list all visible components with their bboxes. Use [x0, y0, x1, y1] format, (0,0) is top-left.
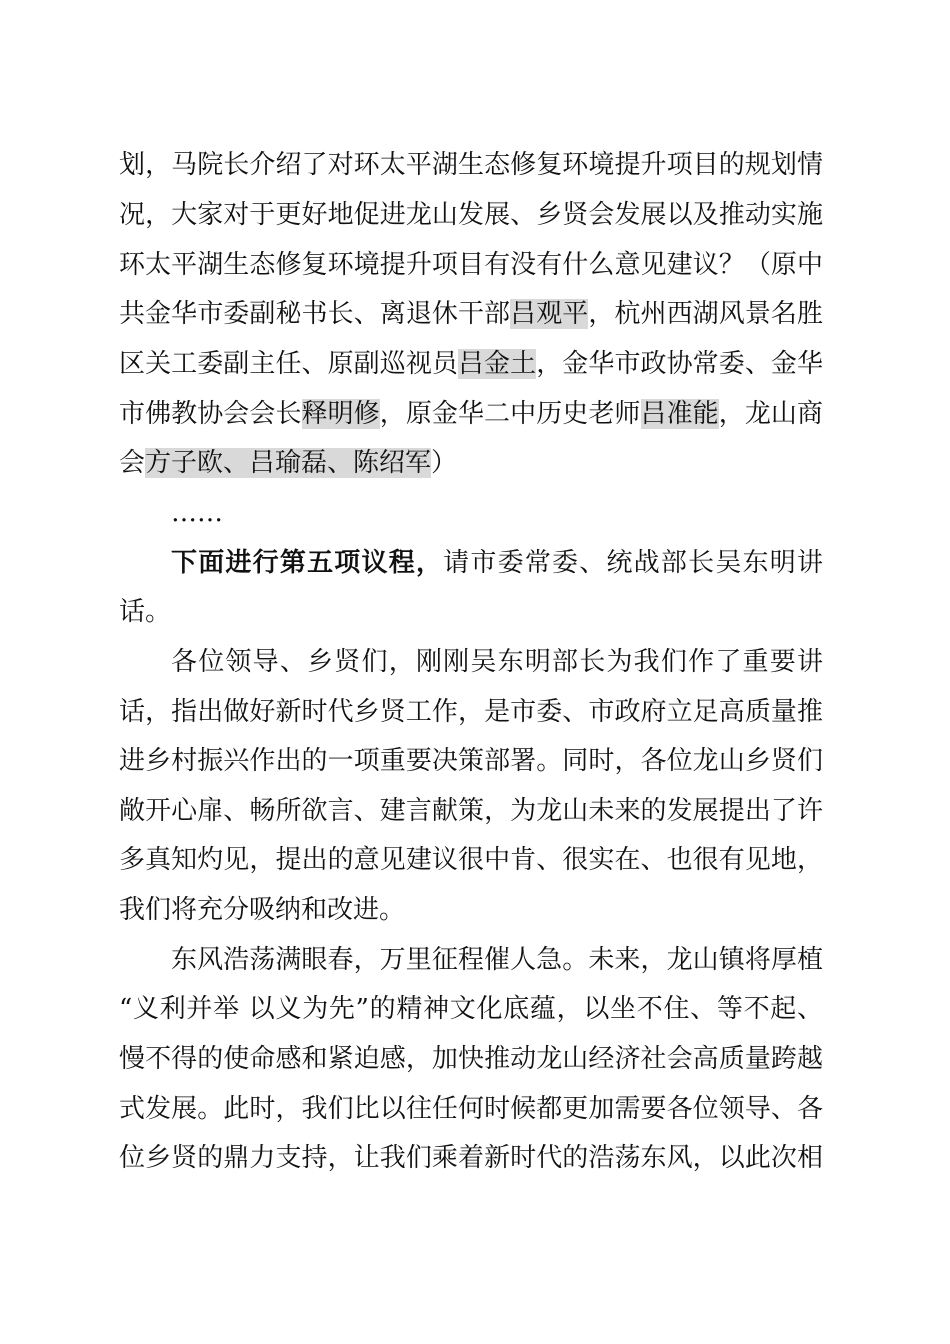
text-span: 东风浩荡满眼春，万里征程催人急。未来，龙山镇将厚植 [171, 945, 823, 975]
text-span: 共金华市委副秘书长、离退休干部 [119, 299, 511, 329]
text-line [119, 245, 823, 285]
highlighted-name: 吕观平 [510, 299, 589, 329]
agenda-line [171, 543, 823, 583]
text-span: 话。 [119, 597, 172, 627]
text-span: ，金华市政协常委、金华 [536, 349, 823, 379]
text-line [119, 791, 823, 831]
text-span: ，杭州西湖风景名胜 [588, 299, 823, 329]
text-line [119, 195, 823, 235]
text-line [119, 1089, 823, 1129]
text-line [119, 692, 823, 732]
text-line [119, 394, 823, 434]
text-line [119, 592, 823, 632]
text-line [119, 1039, 823, 1079]
highlighted-name: 吕金土 [457, 349, 537, 379]
agenda-heading: 下面进行第五项议程， [171, 548, 444, 578]
text-span: 我们将充分吸纳和改进。 [119, 895, 406, 925]
text-span: 环太平湖生态修复环境提升项目有没有什么意见建议？（原中 [119, 250, 823, 280]
text-span: 请市委常委、统战部长吴东明讲 [443, 548, 823, 578]
text-line [119, 840, 823, 880]
text-span: 区关工委副主任、原副巡视员 [119, 349, 458, 379]
text-span: 慢不得的使命感和紧迫感，加快推动龙山经济社会高质量跨越 [119, 1044, 823, 1074]
text-line [119, 344, 823, 384]
text-span: ，龙山商 [718, 399, 823, 429]
text-span: 话，指出做好新时代乡贤工作，是市委、市政府立足高质量推 [119, 697, 823, 727]
text-span: 位乡贤的鼎力支持，让我们乘着新时代的浩荡东风，以此次相 [119, 1143, 823, 1173]
text-span: 划，马院长介绍了对环太平湖生态修复环境提升项目的规划情 [119, 150, 823, 180]
text-line [119, 1138, 823, 1178]
ellipsis-line [171, 493, 823, 533]
text-span: 会 [119, 448, 146, 478]
text-span: 多真知灼见，提出的意见建议很中肯、很实在、也很有见地， [119, 845, 823, 875]
text-line [119, 741, 823, 781]
text-line [171, 642, 823, 682]
text-span: 况，大家对于更好地促进龙山发展、乡贤会发展以及推动实施 [119, 200, 823, 230]
text-span: 各位领导、乡贤们，刚刚吴东明部长为我们作了重要讲 [171, 647, 823, 677]
text-line [171, 940, 823, 980]
text-line [119, 443, 823, 483]
text-span: 式发展。此时，我们比以往任何时候都更加需要各位领导、各 [119, 1094, 823, 1124]
text-line [119, 145, 823, 185]
text-line [119, 989, 823, 1029]
text-span: ） [431, 448, 458, 478]
text-line [119, 890, 823, 930]
highlighted-name: 吕准能 [640, 399, 719, 429]
text-span: “义利并举 以义为先”的精神文化底蕴，以坐不住、等不起、 [119, 994, 823, 1024]
text-span: 市佛教协会会长 [119, 399, 302, 429]
text-line [119, 294, 823, 334]
highlighted-name: 方子欧、吕瑜磊、陈绍军 [145, 448, 432, 478]
text-span: 进乡村振兴作出的一项重要决策部署。同时，各位龙山乡贤们 [119, 746, 823, 776]
highlighted-name: 释明修 [301, 399, 380, 429]
text-span: ，原金华二中历史老师 [379, 399, 641, 429]
text-span: …… [171, 498, 223, 528]
text-span: 敞开心扉、畅所欲言、建言献策，为龙山未来的发展提出了许 [119, 796, 823, 826]
